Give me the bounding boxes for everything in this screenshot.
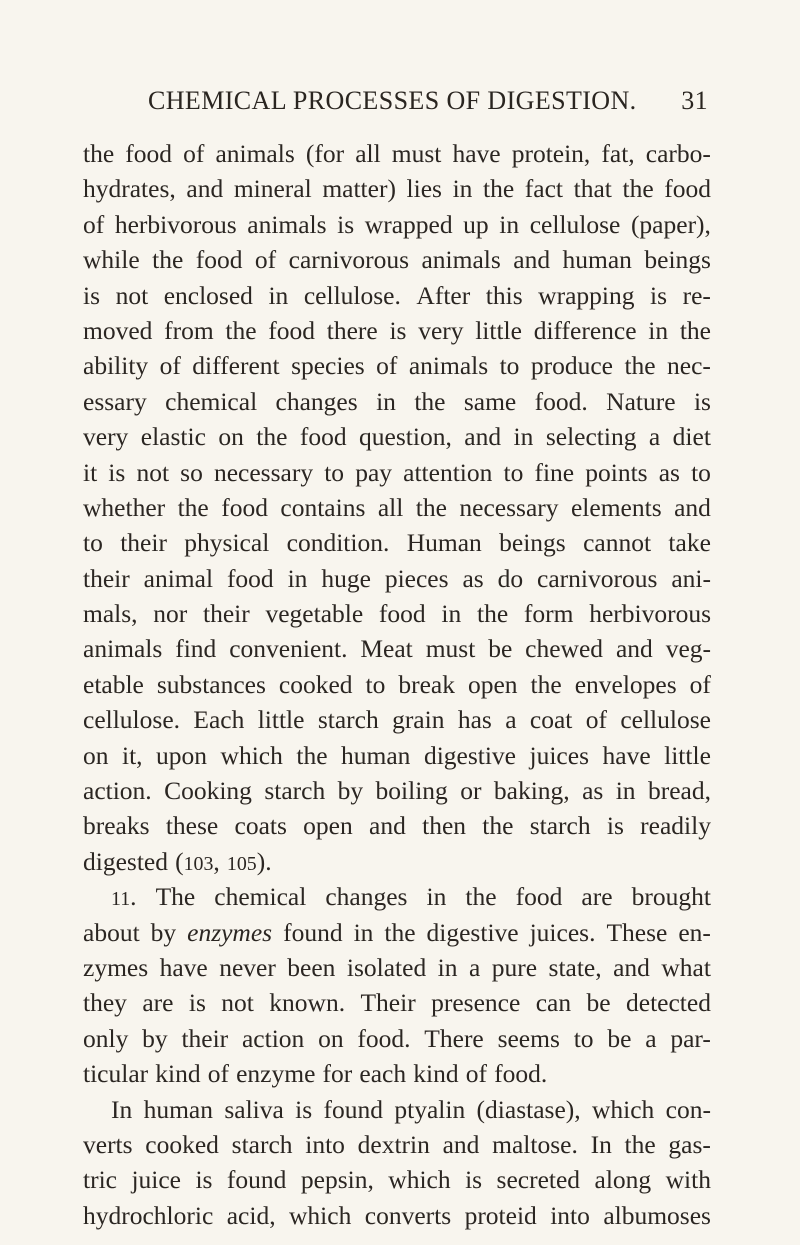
text-line: essary chemical changes in the same food. Nature is	[83, 386, 711, 416]
text-line: 11. The chemical changes in the food are brought	[111, 882, 711, 912]
text-line: ability of different species of animals to produce the nec-	[83, 351, 711, 381]
text-line: cellulose. Each little starch grain has a coat of cellulose	[83, 705, 711, 735]
running-title: CHEMICAL PROCESSES OF DIGESTION.	[148, 86, 637, 115]
text-line: is not enclosed in cellulose. After this wrapping is re-	[83, 280, 711, 310]
text-line: they are is not known. Their presence can be detected	[83, 988, 711, 1018]
text-line: on it, upon which the human digestive juices have little	[83, 740, 711, 770]
text-line: the food of animals (for all must have protein, fat, carbo-	[83, 139, 711, 168]
text-line: of herbivorous animals is wrapped up in cellulose (paper),	[83, 209, 711, 239]
page-number: 31	[681, 86, 708, 115]
text-line: very elastic on the food question, and in selecting a diet	[83, 422, 711, 452]
text-line: verts cooked starch into dextrin and maltose. In the gas-	[83, 1129, 711, 1159]
text-line: ticular kind of enzyme for each kind of food.	[83, 1059, 548, 1089]
emphasis-enzymes: enzymes	[187, 917, 273, 947]
text-line: moved from the food there is very little difference in the	[83, 315, 711, 345]
text-line: digested (103, 105).	[83, 846, 272, 876]
text-line: whether the food contains all the necessary elements and	[83, 492, 711, 522]
text-line: breaks these coats open and then the starch is readily	[83, 811, 711, 841]
text-line: it is not so necessary to pay attention to fine points as to	[83, 457, 711, 487]
text-line: mals, nor their vegetable food in the form herbivorous	[83, 599, 711, 629]
text-line: etable substances cooked to break open the envelopes of	[83, 669, 711, 699]
text-line: In human saliva is found ptyalin (diastase), which con-	[111, 1094, 711, 1124]
text-line: action. Cooking starch by boiling or baking, as in bread,	[83, 776, 711, 806]
body-text	[83, 136, 711, 1233]
text-line: zymes have never been isolated in a pure state, and what	[83, 952, 711, 982]
text-line: hydrates, and mineral matter) lies in the fact that the food	[83, 174, 711, 204]
text-line: about by enzymes found in the digestive juices. These en-	[83, 915, 711, 950]
running-head	[148, 86, 708, 122]
text-line: to their physical condition. Human beings cannot take	[83, 528, 711, 558]
text-line: tric juice is found pepsin, which is secreted along with	[83, 1165, 711, 1195]
text-line: hydrochloric acid, which converts proteid into albumoses	[83, 1200, 711, 1230]
text-line: their animal food in huge pieces as do carnivorous ani-	[83, 563, 711, 593]
text-line: only by their action on food. There seems to be a par-	[83, 1023, 711, 1053]
text-line: while the food of carnivorous animals and human beings	[83, 245, 711, 275]
text-line: animals find convenient. Meat must be chewed and veg-	[83, 634, 711, 664]
